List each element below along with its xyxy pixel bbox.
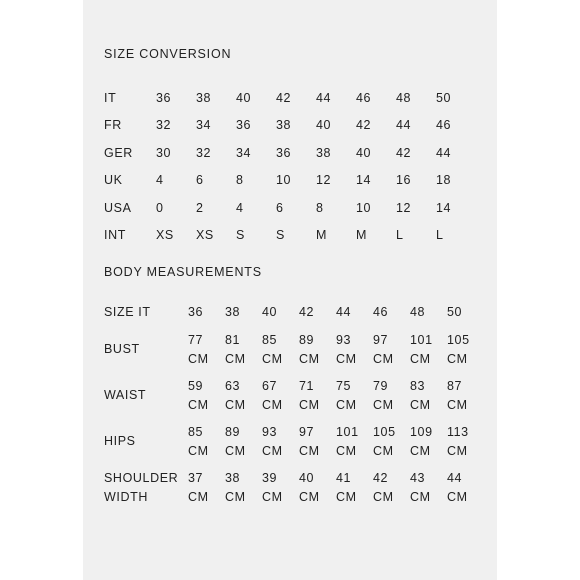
measurement-value: 43 (410, 471, 426, 485)
conversion-cell: 38 (316, 145, 332, 160)
measurement-cell (262, 460, 299, 506)
conversion-cell: 2 (196, 200, 204, 215)
measurement-unit: CM (299, 443, 320, 458)
measurement-cell (336, 368, 373, 414)
conversion-cell: 40 (356, 145, 372, 160)
conversion-cell: 34 (196, 118, 212, 133)
measurement-label: BUST (104, 342, 140, 357)
conversion-cell: 40 (236, 90, 252, 105)
measurement-cell (447, 414, 484, 460)
conversion-cell: 42 (396, 145, 412, 160)
size-it-cell: 48 (410, 304, 426, 319)
measurement-cell (299, 322, 336, 368)
conversion-cell: XS (196, 228, 214, 243)
conversion-cell: 12 (316, 173, 332, 188)
measurement-unit: CM (188, 443, 209, 458)
measurement-cell (410, 368, 447, 414)
conversion-cell: 12 (396, 200, 412, 215)
size-it-cell: 44 (336, 304, 352, 319)
measurement-value: 77 (188, 333, 204, 347)
measurement-cell (225, 414, 262, 460)
conversion-cell: 36 (276, 145, 292, 160)
conversion-cell: 44 (436, 145, 452, 160)
size-it-cell: 38 (225, 304, 241, 319)
measurement-unit: CM (188, 397, 209, 412)
measurement-unit: CM (336, 443, 357, 458)
conversion-cell: 34 (236, 145, 252, 160)
measurement-value: 63 (225, 379, 241, 393)
measurement-cell (262, 368, 299, 414)
measurement-cell (410, 460, 447, 506)
conversion-cell: 36 (236, 118, 252, 133)
measurement-value: 40 (299, 471, 315, 485)
conversion-cell: 10 (276, 173, 292, 188)
measurement-value: 101 (410, 333, 433, 347)
measurement-cell (225, 460, 262, 506)
measurement-row (104, 322, 484, 368)
measurement-unit: CM (225, 443, 246, 458)
measurement-value: 85 (188, 425, 204, 439)
measurement-unit: CM (299, 397, 320, 412)
measurement-unit: CM (336, 489, 357, 504)
size-it-row (104, 302, 484, 322)
conversion-cell: 38 (276, 118, 292, 133)
measurement-label: WAIST (104, 388, 147, 403)
conversion-cell: 4 (236, 200, 244, 215)
measurement-value: 89 (299, 333, 315, 347)
measurement-unit: CM (262, 443, 283, 458)
conversion-cell: 32 (156, 118, 172, 133)
size-it-cell: 42 (299, 304, 315, 319)
measurement-cell (373, 460, 410, 506)
measurement-unit: CM (336, 351, 357, 366)
conversion-cell: 14 (356, 173, 372, 188)
measurement-unit: CM (373, 489, 394, 504)
measurement-cell (262, 322, 299, 368)
measurement-cell (373, 322, 410, 368)
measurement-cell (225, 368, 262, 414)
measurement-cell (299, 368, 336, 414)
measurement-unit: CM (225, 489, 246, 504)
measurement-cell (447, 368, 484, 414)
measurement-value: 87 (447, 379, 463, 393)
measurement-unit: CM (373, 443, 394, 458)
conversion-cell: L (396, 228, 404, 243)
measurement-unit: CM (299, 489, 320, 504)
measurement-cell (336, 322, 373, 368)
conversion-row (104, 222, 476, 250)
size-it-cell: 40 (262, 304, 278, 319)
conversion-cell: 8 (316, 200, 324, 215)
measurement-value: 38 (225, 471, 241, 485)
conversion-cell: 48 (396, 90, 412, 105)
measurement-value: 37 (188, 471, 204, 485)
measurement-value: 97 (299, 425, 315, 439)
conversion-cell: 4 (156, 173, 164, 188)
conversion-cell: 14 (436, 200, 452, 215)
measurement-cell (188, 414, 225, 460)
measurement-value: 113 (447, 425, 469, 439)
measurement-unit: CM (373, 397, 394, 412)
conversion-row-label: USA (104, 200, 132, 215)
body-measurements-table (104, 302, 484, 506)
measurement-unit: CM (336, 397, 357, 412)
measurement-unit: CM (262, 397, 283, 412)
conversion-cell: 30 (156, 145, 172, 160)
measurement-unit: CM (447, 443, 468, 458)
measurement-value: 67 (262, 379, 278, 393)
conversion-cell: 10 (356, 200, 372, 215)
measurement-value: 42 (373, 471, 389, 485)
measurement-cell (373, 414, 410, 460)
conversion-cell: 40 (316, 118, 332, 133)
conversion-cell: M (356, 228, 368, 243)
conversion-row-label: UK (104, 173, 123, 188)
measurement-cell (410, 322, 447, 368)
measurement-cell (410, 414, 447, 460)
measurement-row (104, 368, 484, 414)
measurement-cell (188, 368, 225, 414)
conversion-row-label: FR (104, 118, 122, 133)
size-conversion-title: SIZE CONVERSION (104, 47, 232, 61)
size-conversion-table (104, 84, 476, 249)
measurement-cell (225, 322, 262, 368)
measurement-cell (447, 460, 484, 506)
measurement-value: 105 (373, 425, 396, 439)
measurement-cell (188, 460, 225, 506)
conversion-cell: 42 (276, 90, 292, 105)
conversion-row (104, 139, 476, 167)
conversion-row (104, 167, 476, 195)
measurement-cell (373, 368, 410, 414)
measurement-unit: CM (262, 489, 283, 504)
measurement-value: 59 (188, 379, 204, 393)
conversion-row (104, 84, 476, 112)
measurement-unit: CM (410, 351, 431, 366)
conversion-cell: 8 (236, 173, 244, 188)
conversion-row (104, 112, 476, 140)
measurement-value: 97 (373, 333, 389, 347)
measurement-label: HIPS (104, 434, 136, 449)
conversion-cell: 46 (356, 90, 372, 105)
conversion-cell: 6 (276, 200, 284, 215)
measurement-unit: CM (447, 351, 468, 366)
conversion-cell: 36 (156, 90, 172, 105)
conversion-cell: S (236, 228, 245, 243)
measurement-cell (262, 414, 299, 460)
conversion-cell: 46 (436, 118, 452, 133)
measurement-value: 85 (262, 333, 278, 347)
measurement-unit: CM (262, 351, 283, 366)
measurement-value: 79 (373, 379, 389, 393)
measurement-row (104, 414, 484, 460)
measurement-value: 44 (447, 471, 463, 485)
measurement-unit: CM (373, 351, 394, 366)
size-it-cell: 36 (188, 304, 204, 319)
conversion-cell: 44 (316, 90, 332, 105)
measurement-value: 101 (336, 425, 359, 439)
measurement-value: 93 (336, 333, 352, 347)
conversion-cell: M (316, 228, 328, 243)
conversion-cell: 42 (356, 118, 372, 133)
conversion-cell: 0 (156, 200, 164, 215)
measurement-value: 109 (410, 425, 433, 439)
conversion-cell: 44 (396, 118, 412, 133)
measurement-value: 105 (447, 333, 470, 347)
measurement-unit: CM (188, 351, 209, 366)
measurement-unit: CM (225, 397, 246, 412)
conversion-cell: 50 (436, 90, 452, 105)
measurement-value: 83 (410, 379, 426, 393)
measurement-value: 39 (262, 471, 278, 485)
conversion-row-label: INT (104, 228, 126, 243)
measurement-unit: CM (410, 397, 431, 412)
conversion-cell: S (276, 228, 285, 243)
measurement-value: 81 (225, 333, 241, 347)
conversion-row-label: IT (104, 90, 117, 105)
conversion-cell: 18 (436, 173, 452, 188)
conversion-cell: 32 (196, 145, 212, 160)
size-guide-page (83, 0, 497, 580)
measurement-unit: CM (447, 489, 468, 504)
conversion-cell: 16 (396, 173, 412, 188)
measurement-cell (299, 460, 336, 506)
measurement-value: 41 (336, 471, 352, 485)
measurement-unit: CM (225, 351, 246, 366)
measurement-unit: CM (447, 397, 468, 412)
measurement-unit: CM (410, 443, 431, 458)
measurement-value: 93 (262, 425, 278, 439)
conversion-row-label: GER (104, 145, 133, 160)
conversion-row (104, 194, 476, 222)
conversion-cell: L (436, 228, 444, 243)
conversion-cell: 6 (196, 173, 204, 188)
conversion-cell: 38 (196, 90, 212, 105)
size-it-cell: 46 (373, 304, 389, 319)
measurement-value: 89 (225, 425, 241, 439)
measurement-unit: CM (299, 351, 320, 366)
conversion-cell: XS (156, 228, 174, 243)
body-measurements-title: BODY MEASUREMENTS (104, 265, 262, 279)
size-it-label: SIZE IT (104, 304, 151, 319)
measurement-value: 75 (336, 379, 352, 393)
measurement-cell (447, 322, 484, 368)
measurement-cell (336, 414, 373, 460)
measurement-unit: CM (410, 489, 431, 504)
measurement-cell (299, 414, 336, 460)
measurement-label: SHOULDER WIDTH (104, 471, 179, 504)
measurement-cell (336, 460, 373, 506)
size-it-cell: 50 (447, 304, 463, 319)
measurement-unit: CM (188, 489, 209, 504)
measurement-value: 71 (299, 379, 315, 393)
measurement-row (104, 460, 484, 506)
measurement-cell (188, 322, 225, 368)
